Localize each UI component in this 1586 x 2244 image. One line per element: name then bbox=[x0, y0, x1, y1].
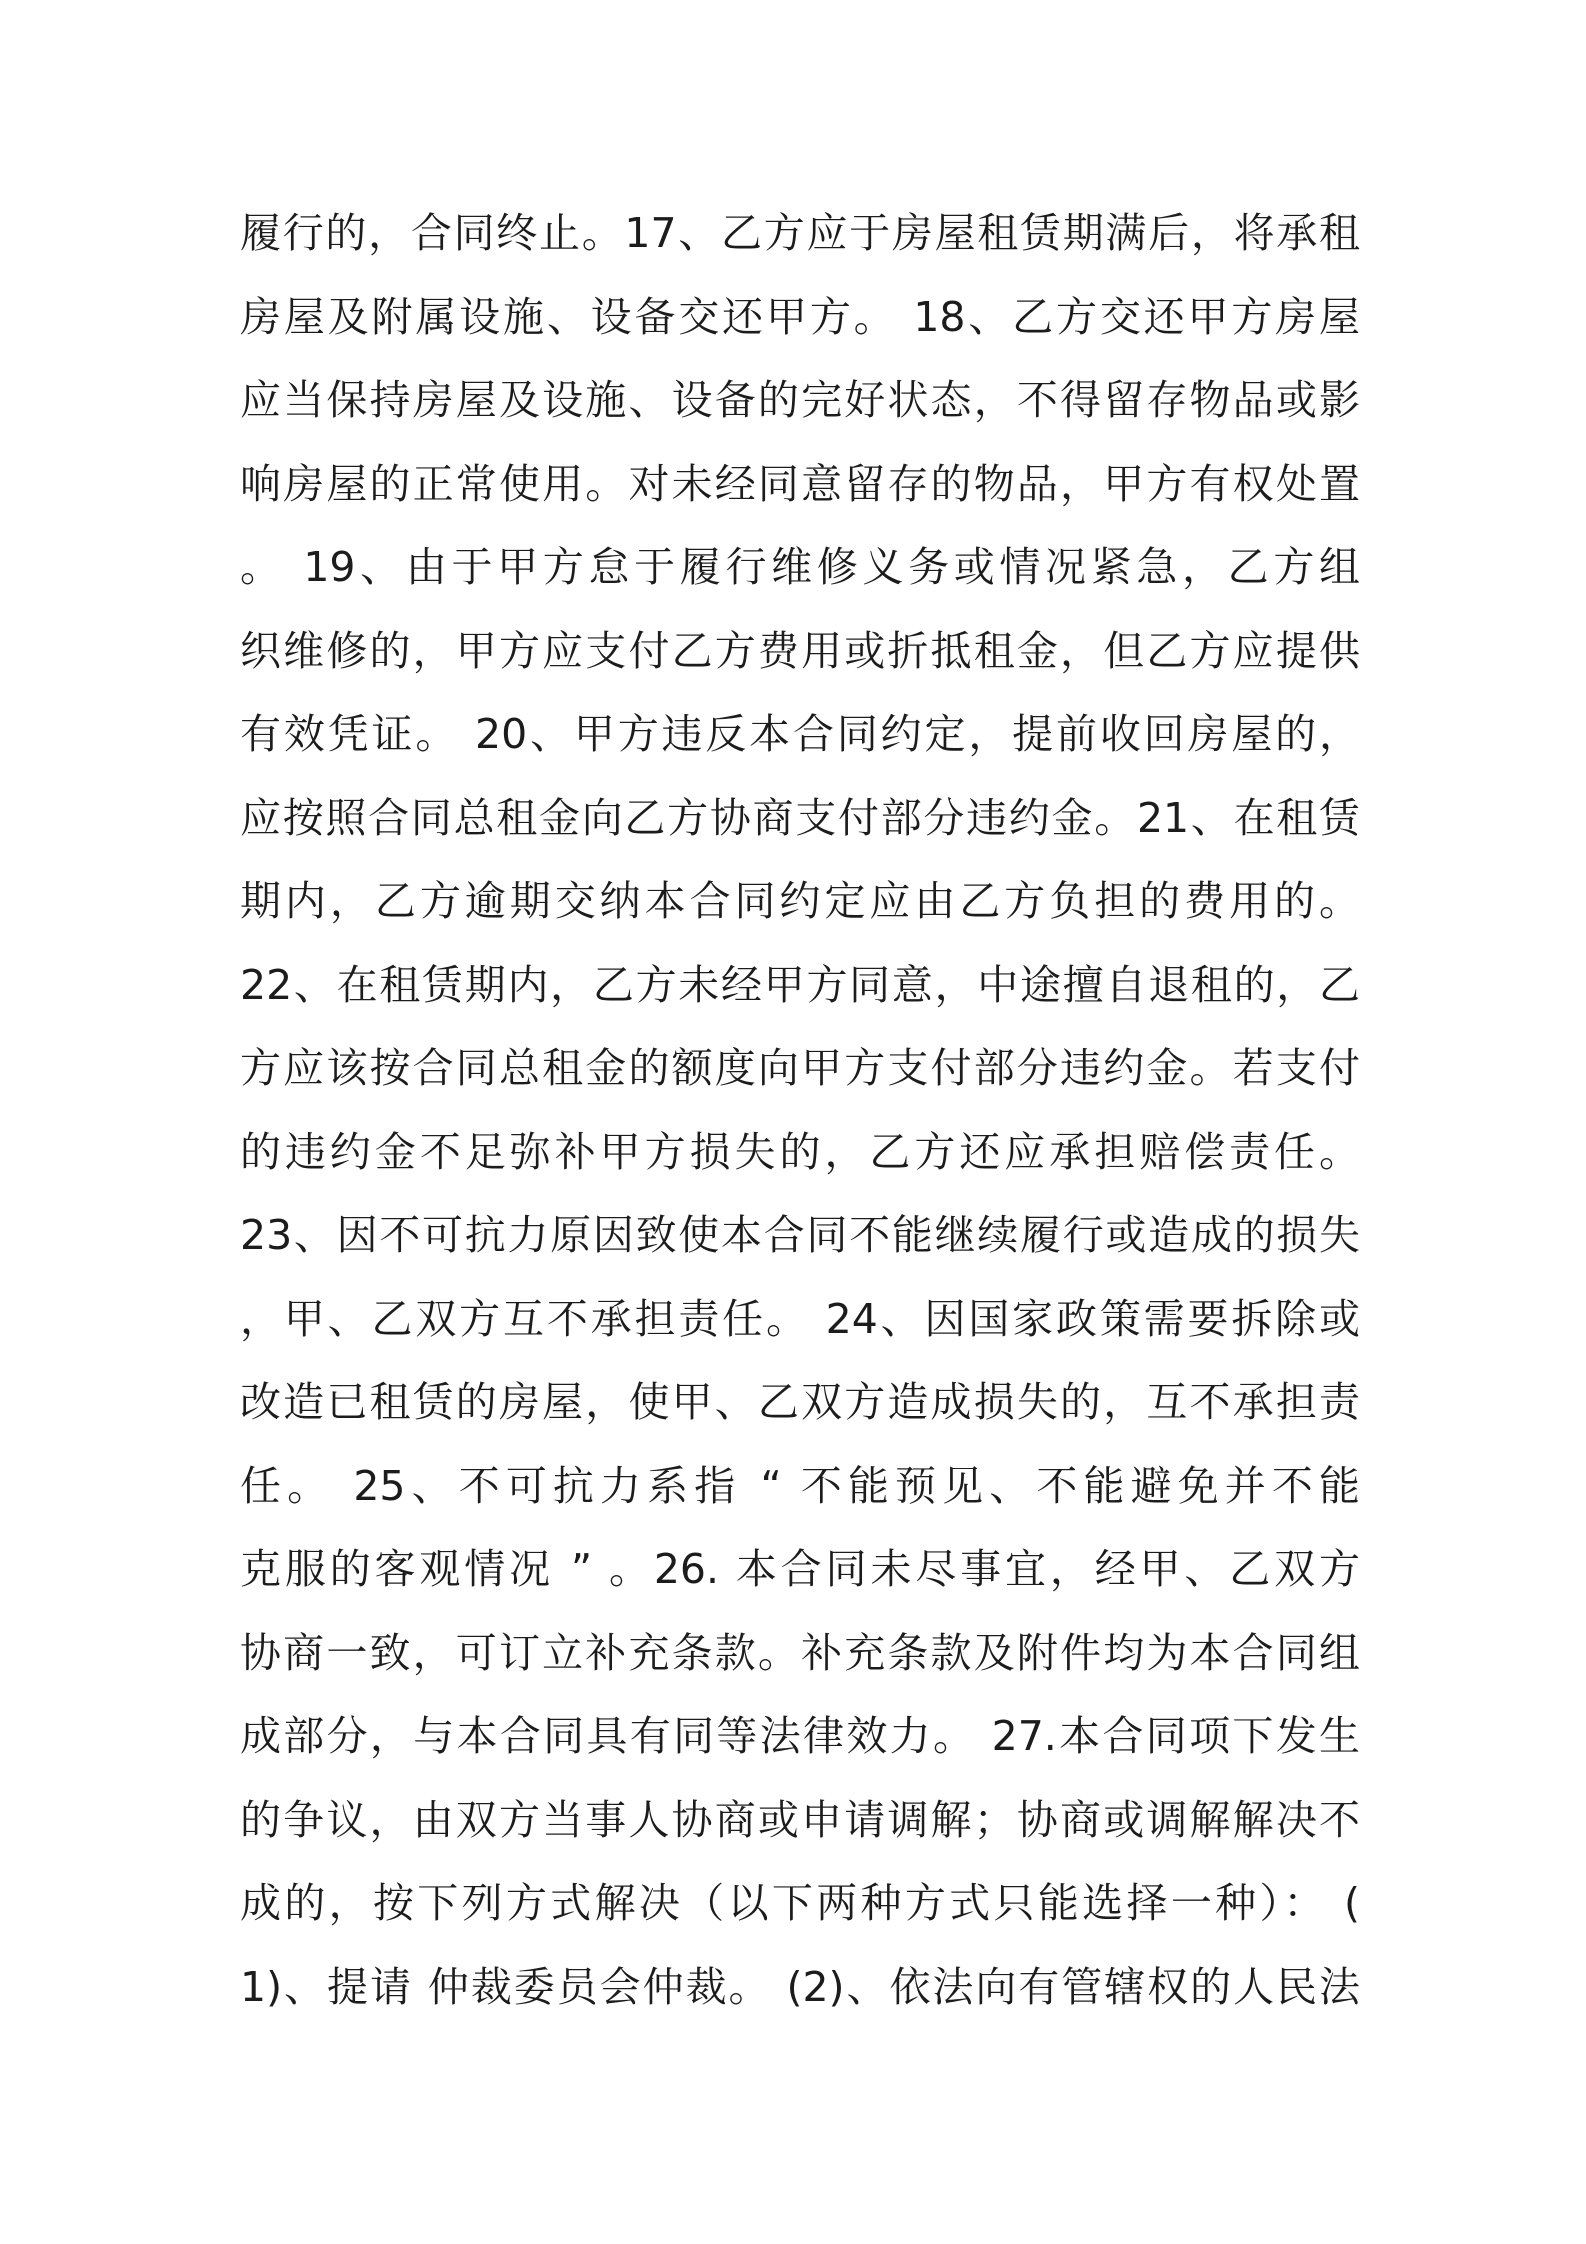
text-line-13: 23、因不可抗力原因致使本合同不能继续履行或造成的损失 bbox=[240, 1211, 1360, 1259]
text-line-8: 应按照合同总租金向乙方协商支付部分违约金。21、在租赁 bbox=[240, 793, 1360, 842]
text-line-6: 织维修的，甲方应支付乙方费用或折抵租金，但乙方应提供 bbox=[240, 626, 1360, 675]
contract-text-body bbox=[240, 192, 1360, 2029]
text-line-18: 协商一致，可订立补充条款。补充条款及附件均为本合同组 bbox=[240, 1628, 1360, 1677]
text-line-19: 成部分，与本合同具有同等法律效力。 27.本合同项下发生 bbox=[240, 1712, 1360, 1760]
text-line-7: 有效凭证。 20、甲方违反本合同约定，提前收回房屋的， bbox=[240, 710, 1360, 758]
text-line-22: 1)、提请 仲裁委员会仲裁。 (2)、依法向有管辖权的人民法 bbox=[240, 1962, 1360, 2011]
text-line-14: ，甲、乙双方互不承担责任。 24、因国家政策需要拆除或 bbox=[240, 1294, 1360, 1343]
text-line-3: 应当保持房屋及设施、设备的完好状态，不得留存物品或影 bbox=[240, 376, 1360, 424]
text-line-11: 方应该按合同总租金的额度向甲方支付部分违约金。若支付 bbox=[240, 1044, 1360, 1092]
text-line-15: 改造已租赁的房屋，使甲、乙双方造成损失的，互不承担责 bbox=[240, 1378, 1360, 1426]
text-line-16: 任。 25、不可抗力系指 “ 不能预见、不能避免并不能 bbox=[240, 1461, 1360, 1510]
text-line-2: 房屋及附属设施、设备交还甲方。 18、乙方交还甲方房屋 bbox=[240, 292, 1360, 341]
text-line-10: 22、在租赁期内，乙方未经甲方同意，中途擅自退租的，乙 bbox=[240, 960, 1360, 1009]
text-line-21: 成的，按下列方式解决（以下两种方式只能选择一种）： ( bbox=[240, 1879, 1360, 1927]
text-line-20: 的争议，由双方当事人协商或申请调解；协商或调解解决不 bbox=[240, 1795, 1360, 1844]
text-line-4: 响房屋的正常使用。对未经同意留存的物品，甲方有权处置 bbox=[240, 459, 1360, 508]
text-line-5: 。 19、由于甲方怠于履行维修义务或情况紧急，乙方组 bbox=[240, 543, 1360, 591]
text-line-12: 的违约金不足弥补甲方损失的，乙方还应承担赔偿责任。 bbox=[240, 1127, 1360, 1176]
text-line-1: 履行的，合同终止。17、乙方应于房屋租赁期满后，将承租 bbox=[240, 209, 1360, 257]
text-line-17: 克服的客观情况 ” 。26. 本合同未尽事宜，经甲、乙双方 bbox=[240, 1545, 1360, 1593]
text-line-9: 期内，乙方逾期交纳本合同约定应由乙方负担的费用的。 bbox=[240, 877, 1360, 925]
